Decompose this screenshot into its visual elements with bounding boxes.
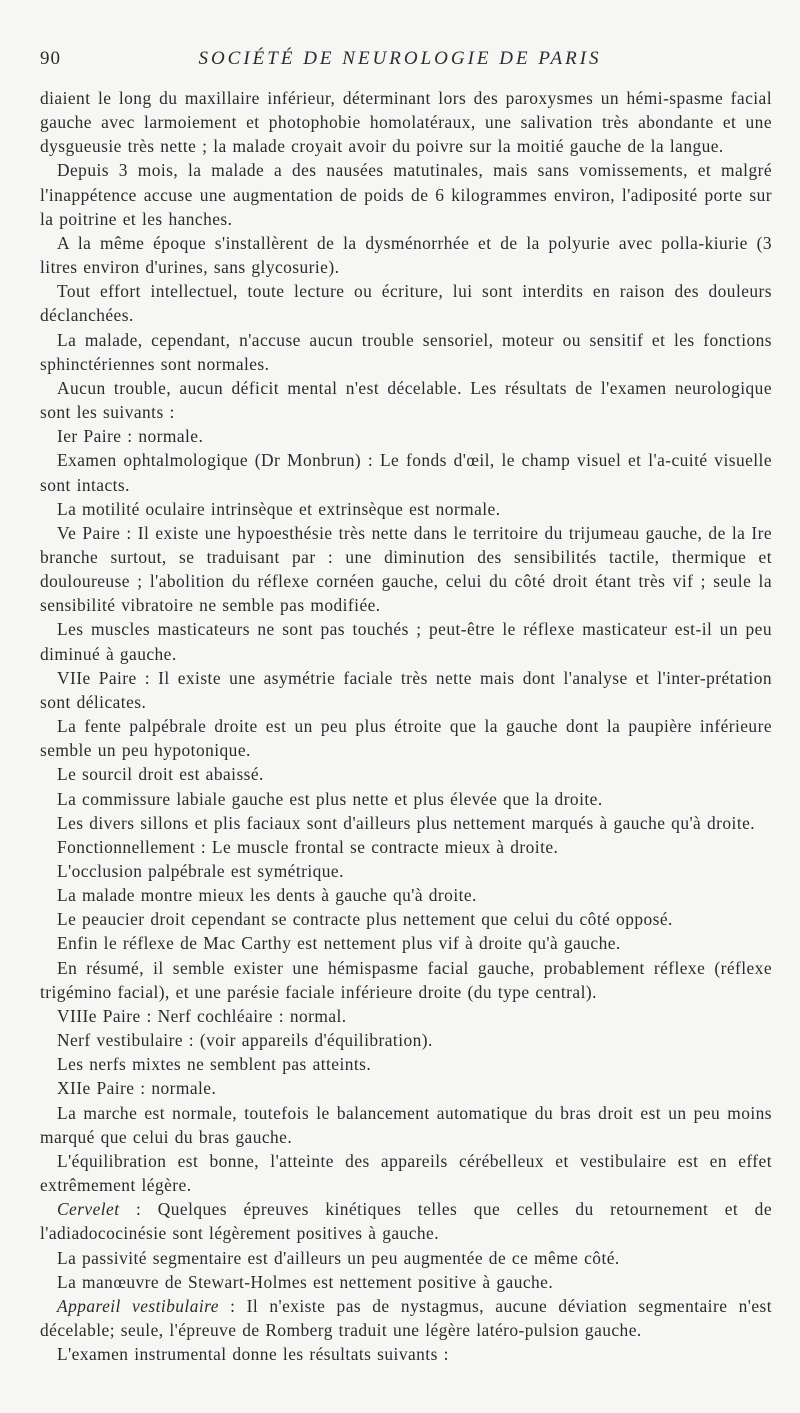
paragraph-ophthalmology: Examen ophtalmologique (Dr Monbrun) : Le fonds d'œil, le champ visuel et l'a-cuité visuelle sont intacts. <box>40 450 772 495</box>
paragraph-facial-folds: Les divers sillons et plis faciaux sont d'ailleurs plus nettement marqués à gauche qu'à droite. <box>57 812 756 833</box>
ophthalmology-label: Examen ophtalmologique <box>57 450 249 471</box>
paragraph-twelfth-pair: XIIe Paire : normale. <box>57 1078 217 1099</box>
paragraph-palpebral-occlusion: L'occlusion palpébrale est symétrique. <box>57 861 344 881</box>
paragraph-teeth: La malade montre mieux les dents à gauche qu'à droite. <box>57 885 477 906</box>
paragraph-nausea: Depuis 3 mois, la malade a des nausées matutinales, mais sans vomissements, et malgré l'inappétence accuse une augmentation de poids de 6 kilogrammes environ, l'adiposité porte sur la poitrine et les hanches. <box>40 160 772 229</box>
page-number: 90 <box>40 48 61 69</box>
running-head <box>40 48 760 76</box>
paragraph-mixed-nerves: Les nerfs mixtes ne semblent pas atteints. <box>57 1054 372 1075</box>
vestibular-apparatus-label: Appareil vestibulaire <box>57 1295 219 1316</box>
paragraph-stewart-holmes: La manœuvre de Stewart-Holmes est nettement positive à gauche. <box>57 1271 554 1292</box>
paragraph-no-sensory-trouble: La malade, cependant, n'accuse aucun trouble sensoriel, moteur ou sensitif et les fonctions sphinctériennes sont normales. <box>40 329 772 374</box>
seventh-pair-label: VIIe Paire <box>57 667 137 688</box>
paragraph-continuation: diaient le long du maxillaire inférieur, déterminant lors des paroxysmes un hémi-spasme facial gauche avec larmoiement et photophobie homolatéraux, une salivation très abondante et une dysgueusie très nette ; la malade croyait avoir du poivre sur la moitié gauche de la langue. <box>40 88 772 157</box>
body-text <box>40 86 772 1366</box>
twelfth-pair-label: XIIe Paire <box>57 1078 135 1099</box>
paragraph-seventh-pair: VIIe Paire : Il existe une asymétrie faciale très nette mais dont l'analyse et l'inter-prétation sont délicates. <box>40 667 772 712</box>
paragraph-vestibular-apparatus: Appareil vestibulaire : Il n'existe pas de nystagmus, aucune déviation segmentaire n'est décelable; seule, l'épreuve de Romberg traduit une légère latéro-pulsion gauche. <box>40 1295 772 1340</box>
paragraph-intellectual-effort: Tout effort intellectuel, toute lecture ou écriture, lui sont interdits en raison des douleurs déclanchées. <box>40 281 772 326</box>
paragraph-vestibular-nerve: Nerf vestibulaire : (voir appareils d'équilibration). <box>57 1030 433 1051</box>
paragraph-neurological-exam: Aucun trouble, aucun déficit mental n'est décelable. Les résultats de l'examen neurologique sont les suivants : <box>40 377 772 423</box>
paragraph-ocular-motility: La motilité oculaire intrinsèque et extrinsèque est normale. <box>57 498 501 519</box>
paragraph-equilibration: L'équilibration est bonne, l'atteinte des appareils cérébelleux et vestibulaire est en effet extrêmement légère. <box>40 1150 772 1196</box>
paragraph-eyebrow: Le sourcil droit est abaissé. <box>57 764 264 785</box>
paragraph-platysma: Le peaucier droit cependant se contracte plus nettement que celui du côté opposé. <box>57 909 673 930</box>
paragraph-labial-commissure: La commissure labiale gauche est plus nette et plus élevée que la droite. <box>57 788 603 809</box>
paragraph-cerebellum: Cervelet : Quelques épreuves kinétiques telles que celles du retournement et de l'adiadococinésie sont légèrement positives à gauche. <box>40 1199 772 1244</box>
paragraph-first-pair: Ier Paire : normale. <box>57 426 204 447</box>
paragraph-eighth-pair: VIIIe Paire : Nerf cochléaire : normal. <box>57 1005 347 1026</box>
paragraph-frontal-muscle: Fonctionnellement : Le muscle frontal se contracte mieux à droite. <box>57 836 559 857</box>
paragraph-mac-carthy: Enfin le réflexe de Mac Carthy est nettement plus vif à droite qu'à gauche. <box>57 933 621 954</box>
paragraph-masticator-muscles: Les muscles masticateurs ne sont pas touchés ; peut-être le réflexe masticateur est-il un peu diminué à gauche. <box>40 619 772 664</box>
cerebellum-label: Cervelet <box>57 1199 120 1220</box>
paragraph-instrumental-exam: L'examen instrumental donne les résultats suivants : <box>57 1344 449 1365</box>
eighth-pair-label: VIIIe Paire <box>57 1005 141 1026</box>
fifth-pair-label: Ve Paire <box>57 522 121 543</box>
paragraph-fifth-pair: Ve Paire : Il existe une hypoesthésie très nette dans le territoire du trijumeau gauche, de la Ire branche surtout, se traduisant par : une diminution des sensibilités tactile, thermique et douloureuse ; l'abolition du réflexe cornéen gauche, celui du côté droit étant très vif ; seule la sensibilité vibratoire ne semble pas modifiée. <box>40 522 773 616</box>
first-pair-label: Ier Paire <box>57 426 122 447</box>
paragraph-palpebral-fissure: La fente palpébrale droite est un peu plus étroite que la gauche dont la paupière inférieure semble un peu hypotonique. <box>40 716 772 761</box>
paragraph-segmental-passivity: La passivité segmentaire est d'ailleurs un peu augmentée de ce même côté. <box>57 1247 620 1268</box>
journal-title: SOCIÉTÉ DE NEUROLOGIE DE PARIS <box>198 48 602 69</box>
paragraph-gait: La marche est normale, toutefois le balancement automatique du bras droit est un peu moins marqué que celui du bras gauche. <box>40 1102 772 1147</box>
paragraph-dysmenorrhea: A la même époque s'installèrent de la dysménorrhée et de la polyurie avec polla-kiurie (3 litres environ d'urines, sans glycosurie). <box>40 232 772 278</box>
paragraph-summary: En résumé, il semble exister une hémispasme facial gauche, probablement réflexe (réflexe trigémino facial), et une parésie faciale inférieure droite (du type central). <box>40 957 772 1002</box>
